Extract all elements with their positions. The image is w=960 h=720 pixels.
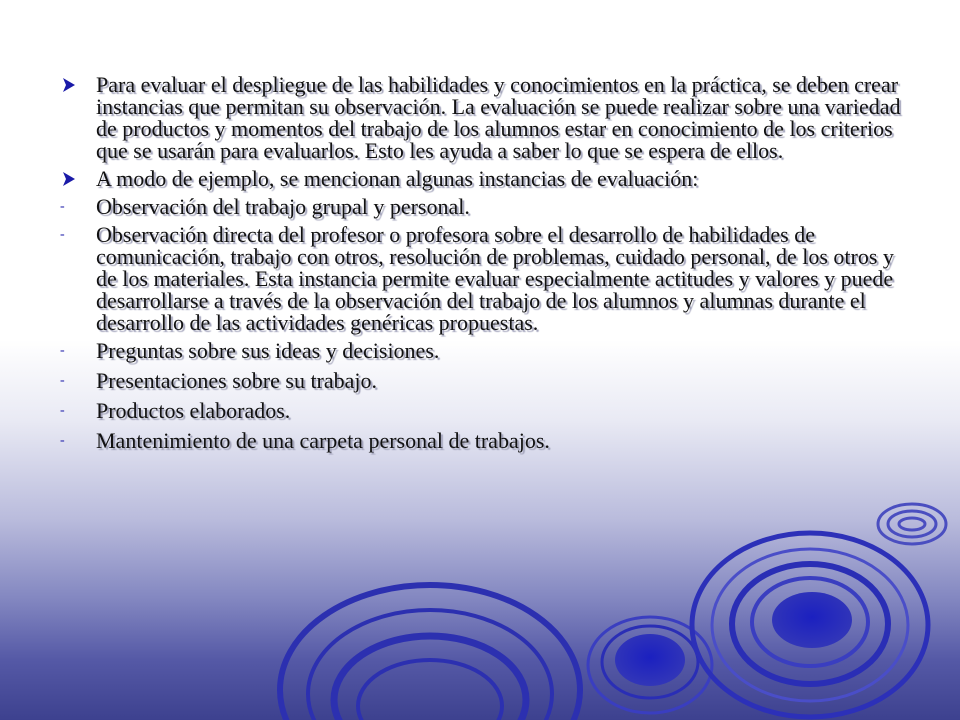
arrow-bullet-icon	[60, 77, 78, 93]
bullet-item	[58, 400, 908, 422]
bullet-item	[58, 74, 908, 162]
bullet-item	[58, 370, 908, 392]
ring-group-left	[280, 585, 580, 720]
dash-bullet-icon: -	[60, 373, 65, 388]
dash-bullet-icon: -	[60, 343, 65, 358]
dash-bullet-icon: -	[60, 433, 65, 448]
bullet-text: A modo de ejemplo, se mencionan algunas instancias de evaluación:	[96, 166, 699, 191]
bullet-text: Productos elaborados.	[96, 398, 291, 423]
bullet-item	[58, 430, 908, 452]
bullet-item	[58, 340, 908, 362]
slide-body	[58, 74, 908, 460]
bullet-item	[58, 224, 908, 334]
bullet-item	[58, 196, 908, 218]
arrow-bullet-icon	[60, 171, 78, 187]
bullet-text: Mantenimiento de una carpeta personal de trabajos.	[96, 428, 550, 453]
bullet-text: Para evaluar el despliegue de las habilidades y conocimientos en la práctica, se deben crear instancias que permitan su observación. La evaluación se puede realizar sobre una variedad de productos y momentos del trabajo de los alumnos estar en conocimiento de los criterios que se usarán para evaluarlos. Esto les ayuda a saber lo que se espera de ellos.	[96, 72, 901, 163]
bullet-text: Observación directa del profesor o profesora sobre el desarrollo de habilidades de comunicación, trabajo con otros, resolución de problemas, cuidado personal, de los otros y de los materiales. Esta instancia permite evaluar especialmente actitudes y valores y puede desarrollarse a través de la observación del trabajo de los alumnos y alumnas durante el desarrollo de las actividades genéricas propuestas.	[96, 222, 894, 335]
bullet-item	[58, 168, 908, 190]
dash-bullet-icon: -	[60, 403, 65, 418]
dash-bullet-icon: -	[60, 227, 65, 242]
bullet-text: Observación del trabajo grupal y personal.	[96, 194, 470, 219]
bullet-text: Presentaciones sobre su trabajo.	[96, 368, 378, 393]
bullet-text: Preguntas sobre sus ideas y decisiones.	[96, 338, 440, 363]
ring-group-right	[692, 533, 928, 717]
dash-bullet-icon: -	[60, 199, 65, 214]
ring-group-small	[878, 504, 946, 544]
